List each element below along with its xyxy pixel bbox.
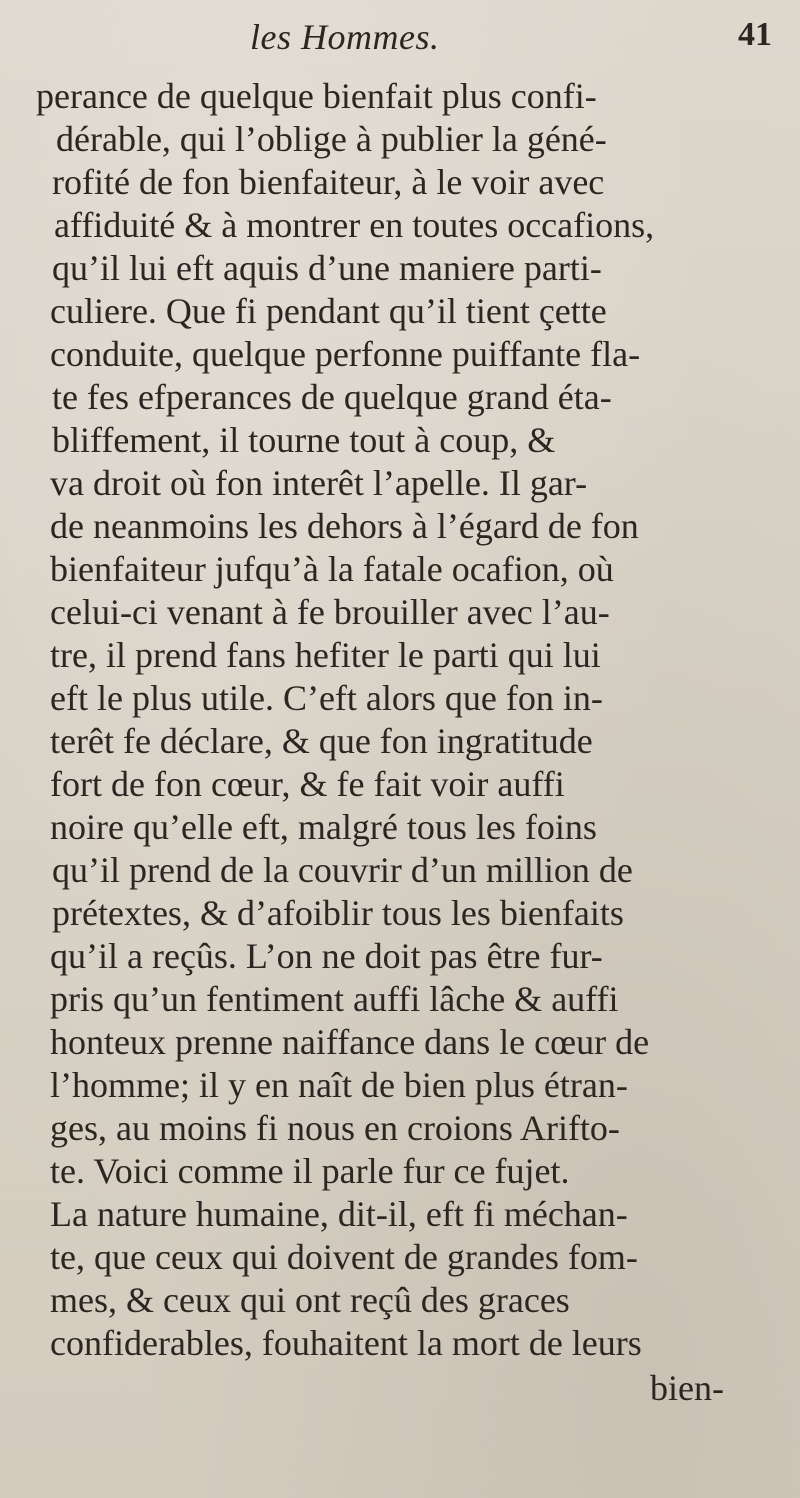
text-line: qu’il lui eft aquis d’une maniere parti- xyxy=(52,248,602,288)
text-line: eft le plus utile. C’eft alors que fon in- xyxy=(50,678,603,718)
text-line: va droit où fon interêt l’apelle. Il gar- xyxy=(50,463,588,503)
text-line: rofité de fon bienfaiteur, à le voir avec xyxy=(52,162,605,202)
running-head: les Hommes. xyxy=(250,17,440,57)
text-line: ges, au moins fi nous en croions Arifto- xyxy=(50,1108,620,1148)
catchword: bien- xyxy=(650,1368,724,1408)
page-number: 41 xyxy=(738,16,772,53)
text-line: bliffement, il tourne tout à coup, & xyxy=(52,420,556,460)
text-line: confiderables, fouhaitent la mort de leurs xyxy=(50,1323,642,1363)
text-line: conduite, quelque perfonne puiffante fla- xyxy=(50,334,641,374)
text-line: qu’il a reçûs. L’on ne doit pas être fur- xyxy=(50,936,603,976)
text-line: qu’il prend de la couvrir d’un million de xyxy=(52,850,633,890)
text-line: bienfaiteur jufqu’à la fatale ocafion, où xyxy=(50,549,614,589)
text-line: te. Voici comme il parle fur ce fujet. xyxy=(50,1151,570,1191)
text-line: perance de quelque bienfait plus confi- xyxy=(36,76,597,116)
text-line: prétextes, & d’afoiblir tous les bienfaits xyxy=(52,893,624,933)
text-line: terêt fe déclare, & que fon ingratitude xyxy=(50,721,593,761)
text-line: te, que ceux qui doivent de grandes fom- xyxy=(50,1237,638,1277)
text-line: honteux prenne naiffance dans le cœur de xyxy=(50,1022,650,1062)
text-line: affiduité & à montrer en toutes occafions, xyxy=(54,205,655,245)
text-line: l’homme; il y en naît de bien plus étran- xyxy=(50,1065,628,1105)
text-line: tre, il prend fans hefiter le parti qui lui xyxy=(50,635,601,675)
text-line: fort de fon cœur, & fe fait voir auffi xyxy=(50,764,565,804)
text-line: celui-ci venant à fe brouiller avec l’au- xyxy=(50,592,610,632)
page-header xyxy=(0,8,800,58)
text-line: de neanmoins les dehors à l’égard de fon xyxy=(50,506,639,546)
text-line: dérable, qui l’oblige à publier la géné- xyxy=(56,119,607,159)
text-line: noire qu’elle eft, malgré tous les foins xyxy=(50,807,597,847)
text-line: culiere. Que fi pendant qu’il tient çette xyxy=(50,291,607,331)
text-line: te fes efperances de quelque grand éta- xyxy=(52,377,612,417)
text-line: La nature humaine, dit-il, eft fi méchan- xyxy=(50,1194,628,1234)
text-line: mes, & ceux qui ont reçû des graces xyxy=(50,1280,570,1320)
text-line: pris qu’un fentiment auffi lâche & auffi xyxy=(50,979,619,1019)
